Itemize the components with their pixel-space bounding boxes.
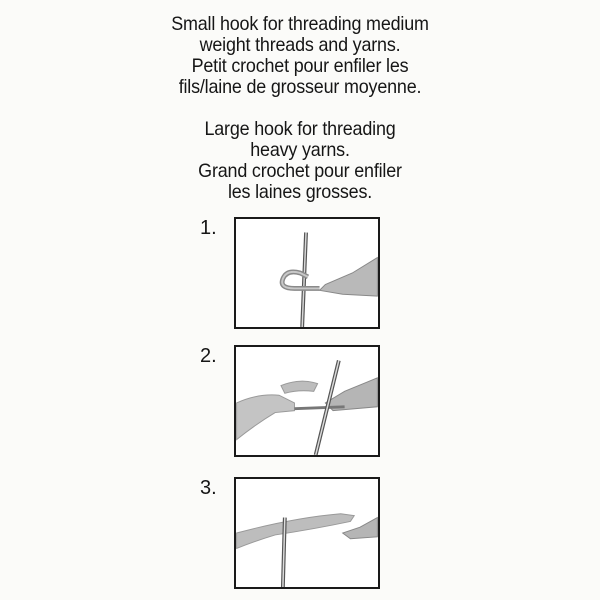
step-3-illustration <box>234 477 380 589</box>
instruction-line: weight threads and yarns. <box>199 34 401 56</box>
threader-hook-loop-icon <box>236 219 378 327</box>
step-2-illustration <box>234 345 380 457</box>
instruction-line: Grand crochet pour enfiler <box>198 160 402 182</box>
threader-finished-icon <box>236 479 378 587</box>
small-hook-instructions <box>116 14 484 98</box>
threader-pull-through-icon <box>236 347 378 455</box>
instruction-line: heavy yarns. <box>250 139 350 161</box>
instruction-line: Large hook for threading <box>204 118 396 140</box>
large-hook-instructions <box>116 119 484 203</box>
instruction-line: les laines grosses. <box>227 181 373 203</box>
instruction-line: fils/laine de grosseur moyenne. <box>178 76 422 98</box>
step-number-3: 3. <box>200 477 217 499</box>
step-number-2: 2. <box>200 345 217 367</box>
instruction-line: Petit crochet pour enfiler les <box>191 55 409 77</box>
instruction-line: Small hook for threading medium <box>171 13 429 35</box>
step-1-illustration <box>234 217 380 329</box>
step-number-1: 1. <box>200 217 217 239</box>
